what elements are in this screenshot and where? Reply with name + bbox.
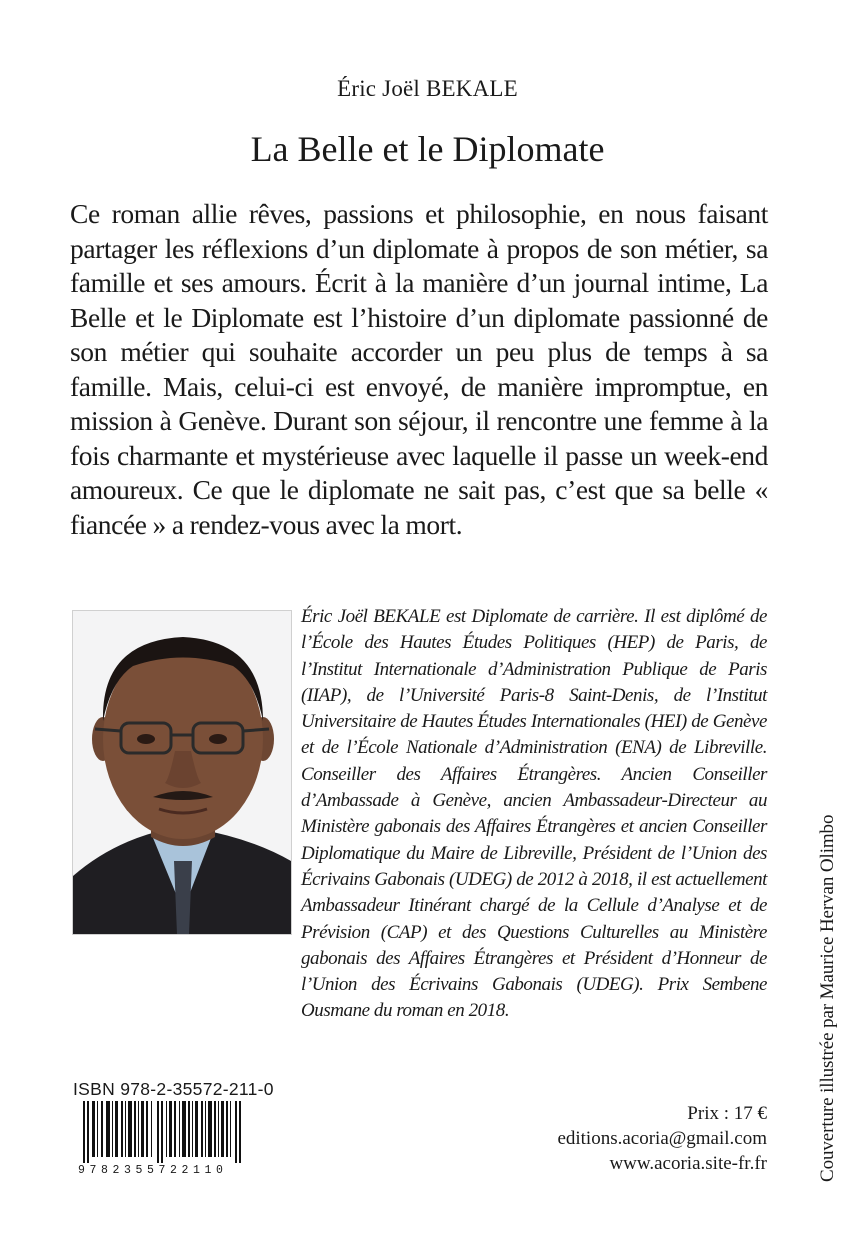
publisher-email[interactable]: editions.acoria@gmail.com	[557, 1128, 767, 1149]
book-blurb: Ce roman allie rêves, passions et philosophie, en nous faisant partager les réflexions d’un diplomate à propos de son métier, sa famille et ses amours. Écrit à la manière d’un journal intime, La Belle et le Diplomate est l’histoire d’un diplomate passionné de son métier qui souhaite accorder un peu plus de temps à sa famille. Mais, celui-ci est envoyé, de manière impromptue, en mission à Genève. Durant son séjour, il rencontre une femme à la fois charmante et mystérieuse avec laquelle il passe un week-end amoureux. Ce que le diplomate ne sait pas, c’est que sa belle « fiancée » a rendez-vous avec la mort.	[70, 198, 768, 540]
author-biography: Éric Joël BEKALE est Diplomate de carrière. Il est diplômé de l’École des Hautes Études Politiques (HEP) de Paris, de l’Institut Internationale d’Administration Publique de Paris (IIAP), de l’Université Paris-8 Saint-Denis, de l’Institut Universitaire de Hautes Études Internationales (HEI) de Genève et de l’École Nationale d’Administration (ENA) de Libreville. Conseiller des Affaires Étrangères. Ancien Conseiller d’Ambassade à Genève, ancien Ambassadeur-Directeur au Ministère gabonais des Affaires Étrangères et ancien Conseiller Diplomatique du Maire de Libreville, Président de l’Union des Écrivains Gabonais (UDEG) de 2012 à 2018, il est actuellement Ambassadeur Itinérant chargé de la Cellule d’Analyse et de Prévision (CAP) et des Questions Culturelles au Ministère gabonais des Affaires Étrangères et Président d’Honneur de l’Union des Écrivains Gabonais (UDEG). Prix Sembene Ousmane du roman en 2018.	[301, 606, 767, 1022]
isbn-label: ISBN 978-2-35572-211-0	[73, 1079, 274, 1099]
price: Prix : 17 €	[687, 1103, 767, 1124]
author-name: Éric Joël BEKALE	[337, 76, 518, 101]
publisher-website[interactable]: www.acoria.site-fr.fr	[609, 1153, 767, 1174]
barcode-bars	[75, 1101, 247, 1163]
barcode	[75, 1101, 247, 1181]
book-title: La Belle et le Diplomate	[250, 129, 605, 169]
cover-illustration-credit: Couverture illustrée par Maurice Hervan Olimbo	[817, 814, 838, 1182]
author-photo	[72, 610, 292, 935]
barcode-digits: 9782355722110	[78, 1164, 228, 1177]
